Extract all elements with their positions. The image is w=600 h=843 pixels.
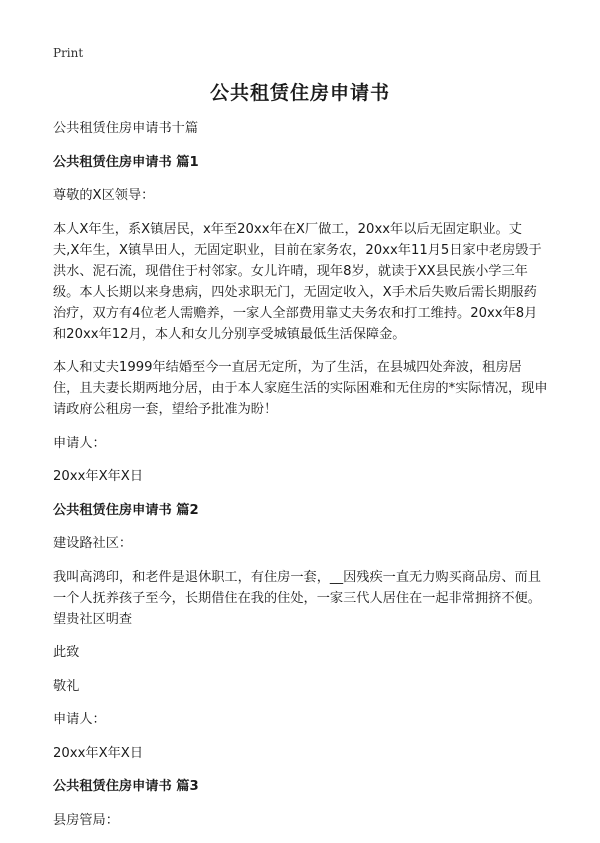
document-subtitle: 公共租赁住房申请书十篇	[53, 121, 199, 136]
section-2-date: 20xx年X年X日	[53, 745, 144, 761]
section-2-closing-1: 此致	[53, 645, 80, 660]
section-1-date: 20xx年X年X日	[53, 469, 144, 484]
section-1-paragraph-2: 本人和丈夫1999年结婚至今一直居无定所，为了生活，在县城四处奔波，租房居住，且夫妻长期两地分居，由于本人家庭生活的实际困难和无住房的*实际情况，现申请政府公租房一套，望给予批准为盼！	[53, 360, 548, 417]
section-2-salutation: 建设路社区：	[53, 536, 133, 551]
section-1-applicant-label: 申请人：	[53, 435, 106, 451]
section-3-salutation: 县房管局：	[53, 812, 119, 828]
section-1-heading: 公共租赁住房申请书 篇1	[53, 154, 199, 170]
section-1-paragraph-1: 本人X年生，系X镇居民，x年至20xx年在X厂做工，20xx年以后无固定职业。丈夫,X年生，X镇旱田人，无固定职业，目前在家务农，20xx年11月5日家中老房毁于洪水、泥石流，现借住于村邻家。女儿许晴，现年8岁，就读于XX县民族小学三年级。本人长期以来身患病，四处求职无门，无固定收入，X手术后失败后需长期服药治疗，双方有4位老人需赡养，一家人全部费用靠丈夫务农和打工维持。20xx年8月和20xx年12月，本人和女儿分别享受城镇最低生活保障金。	[53, 221, 542, 342]
document-title: 公共租赁住房申请书	[209, 82, 390, 104]
document-body	[53, 118, 548, 843]
section-2-applicant-label: 申请人：	[53, 712, 106, 727]
print-label: Print	[53, 46, 84, 60]
section-2-heading: 公共租赁住房申请书 篇2	[53, 502, 199, 518]
section-2-closing-2: 敬礼	[53, 678, 80, 694]
section-3-heading: 公共租赁住房申请书 篇3	[53, 779, 199, 794]
section-1-salutation: 尊敬的X区领导：	[53, 188, 155, 203]
section-2-paragraph-1: 我叫高鸿印，和老件是退休职工，有住房一套，__因残疾一直无力购买商品房、而且一个人抚养孩子至今，长期借住在我的住处，一家三代人居住在一起非常拥挤不便。望贵社区明查	[53, 569, 541, 627]
